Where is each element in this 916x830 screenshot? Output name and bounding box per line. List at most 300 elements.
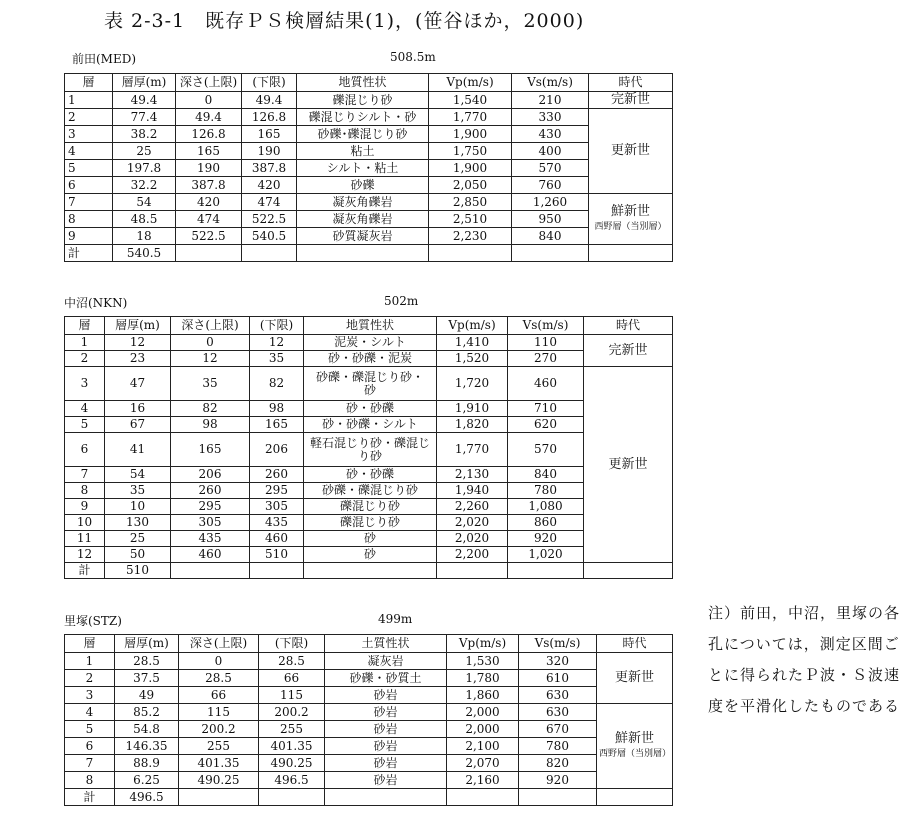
cell: 砂 bbox=[304, 547, 437, 563]
cell: 砂質凝灰岩 bbox=[297, 228, 429, 245]
cell: 35 bbox=[250, 351, 304, 367]
table-row bbox=[65, 704, 673, 721]
cell bbox=[508, 563, 584, 579]
section-depth: 499m bbox=[378, 612, 413, 626]
cell: 190 bbox=[242, 143, 297, 160]
total-label: 計 bbox=[65, 563, 105, 579]
table-row bbox=[65, 515, 673, 531]
header-cell: (下限) bbox=[259, 635, 325, 653]
cell: 435 bbox=[171, 531, 250, 547]
table-row bbox=[65, 531, 673, 547]
cell: 41 bbox=[105, 433, 171, 467]
cell: 460 bbox=[508, 367, 584, 401]
cell: 165 bbox=[250, 417, 304, 433]
cell: 7 bbox=[65, 755, 115, 772]
cell: 950 bbox=[512, 211, 589, 228]
era-cell bbox=[584, 335, 673, 367]
cell: 8 bbox=[65, 483, 105, 499]
cell: 7 bbox=[65, 467, 105, 483]
cell: 206 bbox=[171, 467, 250, 483]
cell: 1,900 bbox=[429, 126, 512, 143]
cell: 1,770 bbox=[429, 109, 512, 126]
cell: 197.8 bbox=[113, 160, 176, 177]
total-label: 計 bbox=[65, 789, 115, 806]
cell: 435 bbox=[250, 515, 304, 531]
cell: 0 bbox=[179, 653, 259, 670]
cell: 49 bbox=[115, 687, 179, 704]
cell bbox=[250, 563, 304, 579]
cell: 泥炭・シルト bbox=[304, 335, 437, 351]
header-cell: (下限) bbox=[242, 74, 297, 92]
header-cell: Vs(m/s) bbox=[508, 317, 584, 335]
table-stz bbox=[64, 634, 673, 806]
table-row bbox=[65, 433, 673, 467]
cell: 840 bbox=[508, 467, 584, 483]
cell: 54 bbox=[113, 194, 176, 211]
cell: 凝灰角礫岩 bbox=[297, 194, 429, 211]
cell: 82 bbox=[171, 401, 250, 417]
page-title: 表 2-3-1 既存ＰＳ検層結果(1)，(笹谷ほか，2000) bbox=[104, 10, 585, 32]
cell: 305 bbox=[250, 499, 304, 515]
cell: 2,000 bbox=[447, 704, 519, 721]
section-name: 里塚(STZ) bbox=[64, 614, 122, 628]
cell: 920 bbox=[508, 531, 584, 547]
cell: 5 bbox=[65, 721, 115, 738]
cell: 凝灰角礫岩 bbox=[297, 211, 429, 228]
table-row bbox=[65, 92, 673, 109]
cell: 砂礫・礫混じり砂 bbox=[304, 483, 437, 499]
era-sublabel: 西野層（当別層） bbox=[594, 222, 667, 233]
cell: 387.8 bbox=[242, 160, 297, 177]
header-cell: 層 bbox=[65, 74, 113, 92]
table-row bbox=[65, 467, 673, 483]
total-label: 計 bbox=[65, 245, 113, 262]
header-cell: 深さ(上限) bbox=[179, 635, 259, 653]
cell: 2,000 bbox=[447, 721, 519, 738]
cell: 255 bbox=[179, 738, 259, 755]
table-nkn bbox=[64, 316, 673, 579]
table-row bbox=[65, 499, 673, 515]
header-cell: 深さ(上限) bbox=[171, 317, 250, 335]
table-row bbox=[65, 211, 673, 228]
table-row bbox=[65, 126, 673, 143]
cell: 砂・砂礫・泥炭 bbox=[304, 351, 437, 367]
cell: 474 bbox=[176, 211, 242, 228]
cell: 49.4 bbox=[113, 92, 176, 109]
header-cell: 土質性状 bbox=[325, 635, 447, 653]
cell: 620 bbox=[508, 417, 584, 433]
table-row bbox=[65, 483, 673, 499]
header-cell: Vp(m/s) bbox=[447, 635, 519, 653]
cell: 305 bbox=[171, 515, 250, 531]
cell: 28.5 bbox=[259, 653, 325, 670]
cell: 98 bbox=[171, 417, 250, 433]
cell: 255 bbox=[259, 721, 325, 738]
cell: 0 bbox=[176, 92, 242, 109]
cell: 474 bbox=[242, 194, 297, 211]
era-cell bbox=[597, 653, 673, 704]
era-label: 鮮新世 bbox=[614, 731, 654, 747]
cell: 710 bbox=[508, 401, 584, 417]
cell: 凝灰岩 bbox=[325, 653, 447, 670]
cell: 760 bbox=[512, 177, 589, 194]
section-header-nkn bbox=[64, 294, 419, 311]
footnote: 注）前田，中沼，里塚の各孔については，測定区間ごとに得られたＰ波・Ｓ波速度を平滑化したものである bbox=[708, 604, 901, 715]
table-med bbox=[64, 73, 673, 262]
cell: 270 bbox=[508, 351, 584, 367]
cell bbox=[584, 563, 673, 579]
cell: 2,050 bbox=[429, 177, 512, 194]
era-cell bbox=[589, 92, 673, 109]
era-label: 完新世 bbox=[608, 342, 648, 358]
cell: 510 bbox=[250, 547, 304, 563]
cell: 420 bbox=[176, 194, 242, 211]
cell: 1,260 bbox=[512, 194, 589, 211]
table-row bbox=[65, 653, 673, 670]
cell: 礫混じり砂 bbox=[304, 515, 437, 531]
cell: 5 bbox=[65, 417, 105, 433]
cell: 砂礫・砂質土 bbox=[325, 670, 447, 687]
table-header-row bbox=[65, 74, 673, 92]
header-cell: (下限) bbox=[250, 317, 304, 335]
table-row bbox=[65, 755, 673, 772]
cell: 12 bbox=[65, 547, 105, 563]
cell bbox=[512, 245, 589, 262]
cell: 9 bbox=[65, 228, 113, 245]
cell bbox=[429, 245, 512, 262]
cell: 610 bbox=[519, 670, 597, 687]
cell: 840 bbox=[512, 228, 589, 245]
era-cell bbox=[597, 704, 673, 789]
table-total-row bbox=[65, 245, 673, 262]
cell: 9 bbox=[65, 499, 105, 515]
era-cell bbox=[589, 109, 673, 194]
cell: 4 bbox=[65, 401, 105, 417]
cell: 200.2 bbox=[179, 721, 259, 738]
cell bbox=[325, 789, 447, 806]
cell: 2 bbox=[65, 351, 105, 367]
table-row bbox=[65, 194, 673, 211]
cell: 1,020 bbox=[508, 547, 584, 563]
era-label: 鮮新世 bbox=[610, 204, 650, 220]
cell: 3 bbox=[65, 687, 115, 704]
table-row bbox=[65, 738, 673, 755]
header-cell: 時代 bbox=[597, 635, 673, 653]
cell: 98 bbox=[250, 401, 304, 417]
header-cell: Vs(m/s) bbox=[512, 74, 589, 92]
cell: 砂岩 bbox=[325, 738, 447, 755]
cell: 1,720 bbox=[437, 367, 508, 401]
cell: 砂岩 bbox=[325, 687, 447, 704]
cell: 3 bbox=[65, 126, 113, 143]
cell: 47 bbox=[105, 367, 171, 401]
header-cell: 層厚(m) bbox=[105, 317, 171, 335]
cell: 210 bbox=[512, 92, 589, 109]
total-value: 540.5 bbox=[113, 245, 176, 262]
cell: 1,900 bbox=[429, 160, 512, 177]
cell: 401.35 bbox=[179, 755, 259, 772]
cell: 2,020 bbox=[437, 515, 508, 531]
header-cell: 時代 bbox=[589, 74, 673, 92]
cell: 2,200 bbox=[437, 547, 508, 563]
cell: 11 bbox=[65, 531, 105, 547]
cell bbox=[297, 245, 429, 262]
cell: 49.4 bbox=[176, 109, 242, 126]
cell bbox=[259, 789, 325, 806]
cell: 32.2 bbox=[113, 177, 176, 194]
cell: 2,510 bbox=[429, 211, 512, 228]
cell: 8 bbox=[65, 211, 113, 228]
cell: 130 bbox=[105, 515, 171, 531]
cell: 35 bbox=[105, 483, 171, 499]
header-cell: Vp(m/s) bbox=[429, 74, 512, 92]
cell bbox=[519, 789, 597, 806]
header-cell: 深さ(上限) bbox=[176, 74, 242, 92]
table-total-row bbox=[65, 563, 673, 579]
cell: 砂岩 bbox=[325, 704, 447, 721]
cell: 10 bbox=[105, 499, 171, 515]
cell: 4 bbox=[65, 143, 113, 160]
header-cell: 層厚(m) bbox=[113, 74, 176, 92]
cell: 54 bbox=[105, 467, 171, 483]
cell: 6 bbox=[65, 738, 115, 755]
cell: 6 bbox=[65, 177, 113, 194]
cell: 165 bbox=[242, 126, 297, 143]
cell: 4 bbox=[65, 704, 115, 721]
cell: 12 bbox=[105, 335, 171, 351]
cell: 430 bbox=[512, 126, 589, 143]
cell: 砂礫･礫混じり砂 bbox=[297, 126, 429, 143]
cell: 780 bbox=[519, 738, 597, 755]
era-cell bbox=[584, 367, 673, 563]
cell: 387.8 bbox=[176, 177, 242, 194]
table-row bbox=[65, 547, 673, 563]
cell: 砂礫・礫混じり砂・砂 bbox=[304, 367, 437, 401]
table-header-row bbox=[65, 635, 673, 653]
table-row bbox=[65, 177, 673, 194]
cell: 砂 bbox=[304, 531, 437, 547]
cell: 2,070 bbox=[447, 755, 519, 772]
cell: 8 bbox=[65, 772, 115, 789]
cell: 1 bbox=[65, 335, 105, 351]
cell: 570 bbox=[508, 433, 584, 467]
table-total-row bbox=[65, 789, 673, 806]
cell: 1,540 bbox=[429, 92, 512, 109]
cell: シルト・粘土 bbox=[297, 160, 429, 177]
header-cell: 地質性状 bbox=[304, 317, 437, 335]
cell: 77.4 bbox=[113, 109, 176, 126]
cell: 砂岩 bbox=[325, 755, 447, 772]
cell: 401.35 bbox=[259, 738, 325, 755]
cell: 1,410 bbox=[437, 335, 508, 351]
cell: 295 bbox=[171, 499, 250, 515]
cell: 10 bbox=[65, 515, 105, 531]
cell: 110 bbox=[508, 335, 584, 351]
cell: 490.25 bbox=[179, 772, 259, 789]
era-sublabel: 西野層（当別層） bbox=[599, 749, 672, 760]
cell: 630 bbox=[519, 704, 597, 721]
cell: 砂・砂礫 bbox=[304, 401, 437, 417]
cell: 28.5 bbox=[115, 653, 179, 670]
table-row bbox=[65, 143, 673, 160]
cell bbox=[589, 245, 673, 262]
cell: 2,020 bbox=[437, 531, 508, 547]
cell: 37.5 bbox=[115, 670, 179, 687]
cell: 820 bbox=[519, 755, 597, 772]
cell: 7 bbox=[65, 194, 113, 211]
header-cell: Vp(m/s) bbox=[437, 317, 508, 335]
cell: 38.2 bbox=[113, 126, 176, 143]
cell: 2,100 bbox=[447, 738, 519, 755]
table-header-row bbox=[65, 317, 673, 335]
cell: 49.4 bbox=[242, 92, 297, 109]
cell: 66 bbox=[259, 670, 325, 687]
cell: 85.2 bbox=[115, 704, 179, 721]
section-header-med bbox=[72, 50, 436, 67]
cell: 206 bbox=[250, 433, 304, 467]
header-cell: 層 bbox=[65, 317, 105, 335]
cell: 400 bbox=[512, 143, 589, 160]
cell: 砂岩 bbox=[325, 721, 447, 738]
cell: 粘土 bbox=[297, 143, 429, 160]
cell: 540.5 bbox=[242, 228, 297, 245]
cell: 6.25 bbox=[115, 772, 179, 789]
cell bbox=[597, 789, 673, 806]
cell: 522.5 bbox=[176, 228, 242, 245]
cell: 礫混じり砂 bbox=[304, 499, 437, 515]
cell: 1,940 bbox=[437, 483, 508, 499]
table-row bbox=[65, 228, 673, 245]
cell: 920 bbox=[519, 772, 597, 789]
cell: 165 bbox=[176, 143, 242, 160]
cell: 2,160 bbox=[447, 772, 519, 789]
era-label: 更新世 bbox=[614, 670, 654, 686]
cell bbox=[176, 245, 242, 262]
cell: 670 bbox=[519, 721, 597, 738]
header-cell: 層 bbox=[65, 635, 115, 653]
section-depth: 502m bbox=[384, 294, 419, 308]
cell bbox=[179, 789, 259, 806]
era-cell bbox=[589, 194, 673, 245]
cell: 3 bbox=[65, 367, 105, 401]
cell: 6 bbox=[65, 433, 105, 467]
cell: 1,910 bbox=[437, 401, 508, 417]
cell: 25 bbox=[113, 143, 176, 160]
cell: 1,860 bbox=[447, 687, 519, 704]
cell: 1,820 bbox=[437, 417, 508, 433]
era-label: 完新世 bbox=[610, 92, 650, 108]
cell: 860 bbox=[508, 515, 584, 531]
cell: 260 bbox=[171, 483, 250, 499]
table-row bbox=[65, 417, 673, 433]
cell: 12 bbox=[171, 351, 250, 367]
cell: 460 bbox=[171, 547, 250, 563]
cell: 200.2 bbox=[259, 704, 325, 721]
cell: 1,780 bbox=[447, 670, 519, 687]
cell: 砂・砂礫 bbox=[304, 467, 437, 483]
cell: 2,130 bbox=[437, 467, 508, 483]
cell: 780 bbox=[508, 483, 584, 499]
era-label: 更新世 bbox=[610, 143, 650, 159]
cell bbox=[171, 563, 250, 579]
cell: 320 bbox=[519, 653, 597, 670]
cell: 砂岩 bbox=[325, 772, 447, 789]
table-row bbox=[65, 401, 673, 417]
cell: 23 bbox=[105, 351, 171, 367]
header-cell: 地質性状 bbox=[297, 74, 429, 92]
cell: 126.8 bbox=[176, 126, 242, 143]
cell: 1 bbox=[65, 653, 115, 670]
cell: 18 bbox=[113, 228, 176, 245]
table-row bbox=[65, 721, 673, 738]
cell: 54.8 bbox=[115, 721, 179, 738]
table-row bbox=[65, 335, 673, 351]
cell: 50 bbox=[105, 547, 171, 563]
cell: 1,530 bbox=[447, 653, 519, 670]
cell: 115 bbox=[259, 687, 325, 704]
cell: 522.5 bbox=[242, 211, 297, 228]
cell: 28.5 bbox=[179, 670, 259, 687]
cell: 16 bbox=[105, 401, 171, 417]
cell: 490.25 bbox=[259, 755, 325, 772]
cell: 2,850 bbox=[429, 194, 512, 211]
cell: 460 bbox=[250, 531, 304, 547]
section-name: 中沼(NKN) bbox=[64, 296, 128, 310]
cell: 5 bbox=[65, 160, 113, 177]
total-value: 510 bbox=[105, 563, 171, 579]
table-row bbox=[65, 670, 673, 687]
cell: 25 bbox=[105, 531, 171, 547]
cell: 570 bbox=[512, 160, 589, 177]
table-row bbox=[65, 351, 673, 367]
header-cell: 時代 bbox=[584, 317, 673, 335]
cell: 35 bbox=[171, 367, 250, 401]
cell: 礫混じり砂 bbox=[297, 92, 429, 109]
cell: 2 bbox=[65, 109, 113, 126]
section-header-stz bbox=[64, 612, 413, 629]
table-row bbox=[65, 367, 673, 401]
cell: 420 bbox=[242, 177, 297, 194]
cell: 1,520 bbox=[437, 351, 508, 367]
cell: 48.5 bbox=[113, 211, 176, 228]
total-value: 496.5 bbox=[115, 789, 179, 806]
header-cell: Vs(m/s) bbox=[519, 635, 597, 653]
table-row bbox=[65, 160, 673, 177]
cell: 126.8 bbox=[242, 109, 297, 126]
cell: 66 bbox=[179, 687, 259, 704]
cell: 67 bbox=[105, 417, 171, 433]
section-depth: 508.5m bbox=[390, 50, 436, 64]
cell: 146.35 bbox=[115, 738, 179, 755]
cell: 330 bbox=[512, 109, 589, 126]
era-label: 更新世 bbox=[608, 456, 648, 472]
cell: 2,260 bbox=[437, 499, 508, 515]
cell: 190 bbox=[176, 160, 242, 177]
table-row bbox=[65, 687, 673, 704]
cell: 12 bbox=[250, 335, 304, 351]
cell: 1,770 bbox=[437, 433, 508, 467]
cell bbox=[242, 245, 297, 262]
cell: 2 bbox=[65, 670, 115, 687]
cell bbox=[437, 563, 508, 579]
cell: 砂礫 bbox=[297, 177, 429, 194]
cell: 0 bbox=[171, 335, 250, 351]
cell: 260 bbox=[250, 467, 304, 483]
cell: 礫混じりシルト・砂 bbox=[297, 109, 429, 126]
table-row bbox=[65, 772, 673, 789]
cell: 165 bbox=[171, 433, 250, 467]
cell: 軽石混じり砂・礫混じり砂 bbox=[304, 433, 437, 467]
